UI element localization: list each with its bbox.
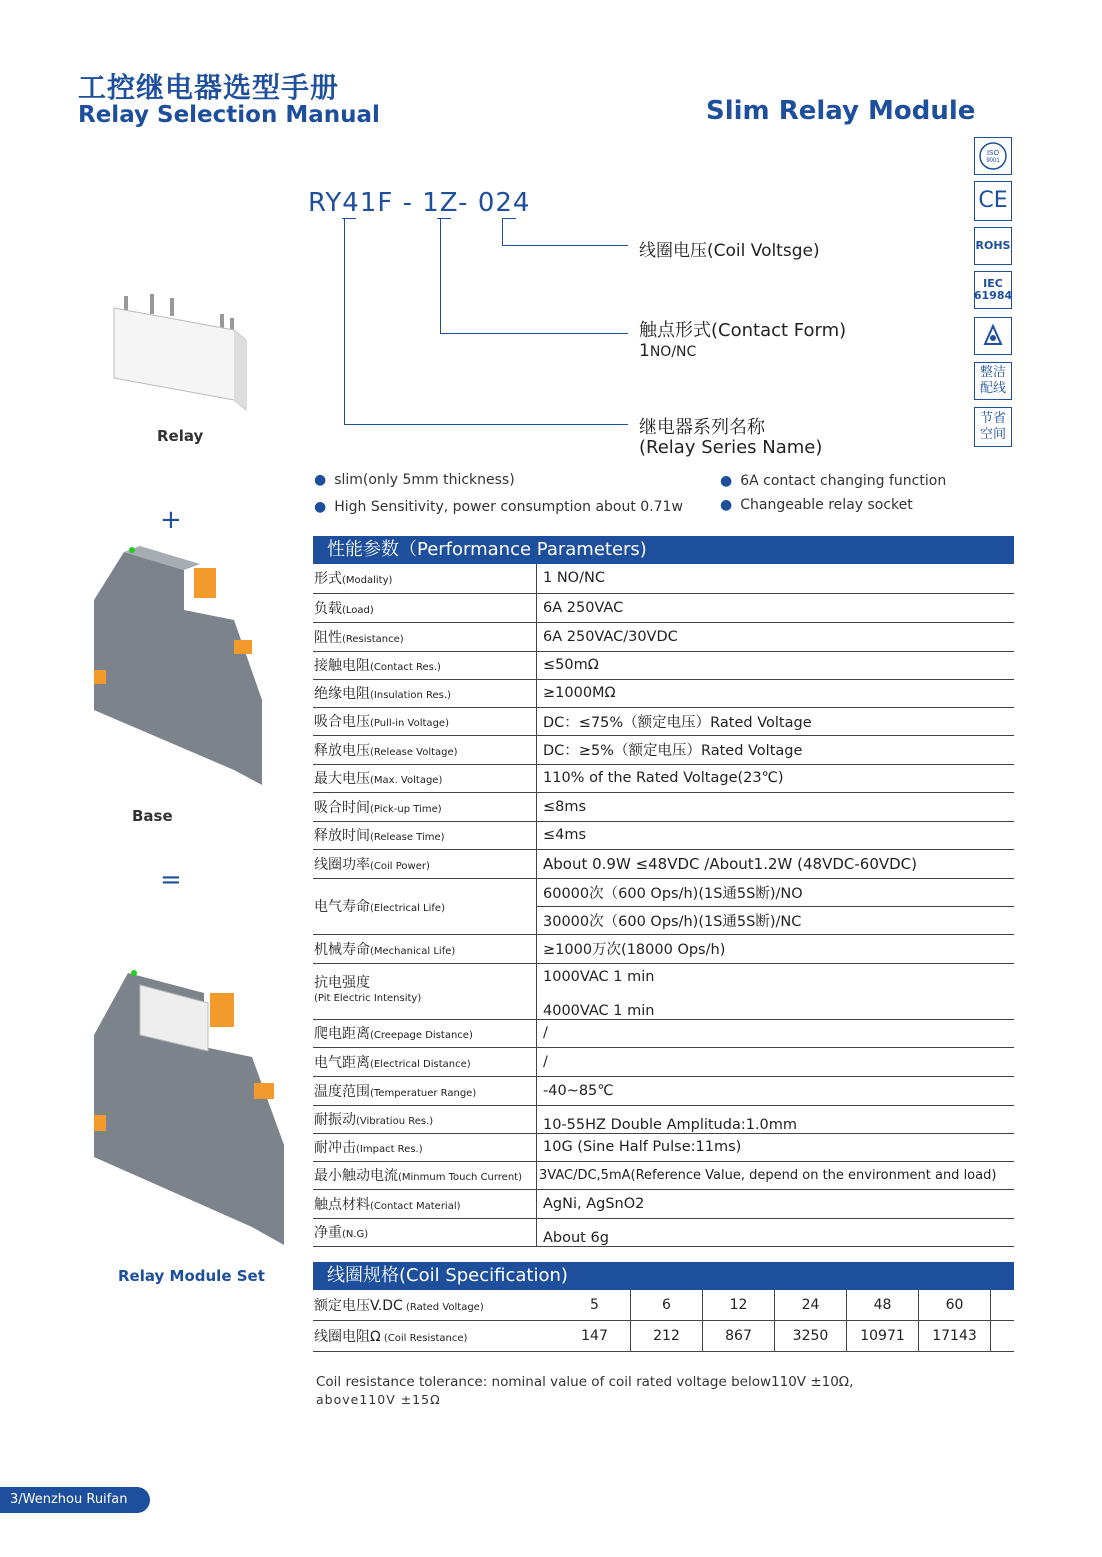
quality-icon — [974, 317, 1012, 355]
table-row: 线圈电阻Ω (Coil Resistance) 147 212 867 3250 10971 17143 — [313, 1321, 1014, 1352]
svg-text:9001: 9001 — [986, 158, 1000, 164]
series-name-en: (Relay Series Name) — [639, 437, 823, 458]
table-row: 净重(N.G) About 6g — [313, 1218, 1014, 1246]
base-image — [84, 540, 269, 790]
module-set-label: Relay Module Set — [118, 1267, 265, 1285]
table-row: 抗电强度 (Pit Electric Intensity) 1000VAC 1 min — [313, 963, 1014, 991]
table-row: 30000次（600 Ops/h)(1S通5S断)/NC — [313, 906, 1014, 934]
iec-icon: IEC 61984 — [974, 271, 1012, 309]
relay-label: Relay — [157, 427, 204, 445]
table-row: 耐冲击(Impact Res.) 10G (Sine Half Pulse:11ms) — [313, 1133, 1014, 1161]
coil-section-title: 线圈规格(Coil Specification) — [313, 1262, 1014, 1290]
table-row: 线圈功率(Coil Power) About 0.9W ≤48VDC /About1.2W (48VDC-60VDC) — [313, 849, 1014, 878]
feature-item: ● Changeable relay socket — [720, 497, 913, 513]
table-row: 电气距离(Electrical Distance) / — [313, 1047, 1014, 1076]
table-row: 电气寿命(Electrical Life) 60000次（600 Ops/h)(1S通5S断)/NO — [313, 878, 1014, 906]
performance-section-title: 性能参数（Performance Parameters) — [313, 536, 1014, 564]
table-row: 阻性(Resistance) 6A 250VAC/30VDC — [313, 622, 1014, 651]
product-line-title: Slim Relay Module — [706, 96, 976, 126]
table-row: 吸合电压(Pull-in Voltage) DC：≤75%（额定电压）Rated Voltage — [313, 707, 1014, 735]
table-row: 机械寿命(Mechanical Life) ≥1000万次(18000 Ops/h) — [313, 934, 1014, 963]
table-row: 耐振动(Vibratiou Res.) 10-55HZ Double Amplituda:1.0mm — [313, 1105, 1014, 1133]
table-row: 释放电压(Release Voltage) DC：≥5%（额定电压）Rated Voltage — [313, 735, 1014, 764]
table-row: 4000VAC 1 min — [313, 991, 1014, 1019]
space-saving-badge: 节省空间 — [974, 407, 1012, 447]
feature-item: ● High Sensitivity, power consumption about 0.71w — [314, 499, 683, 515]
page-footer: 3/Wenzhou Ruifan — [0, 1487, 150, 1513]
table-row: 吸合时间(Pick-up Time) ≤8ms — [313, 792, 1014, 821]
neat-wiring-badge: 整洁配线 — [974, 362, 1012, 400]
rohs-icon: ROHS — [974, 227, 1012, 265]
table-row: 额定电压V.DC (Rated Voltage) 5 6 12 24 48 60 — [313, 1290, 1014, 1321]
manual-title-cn: 工控继电器选型手册 — [78, 71, 340, 104]
feature-item: ● 6A contact changing function — [720, 473, 947, 489]
model-code: RY41F - 1Z- 024 — [308, 188, 531, 218]
manual-title-en: Relay Selection Manual — [78, 102, 380, 128]
table-row: 爬电距离(Creepage Distance) / — [313, 1019, 1014, 1047]
iso-9001-icon — [974, 137, 1012, 175]
table-row: 温度范围(Temperatuer Range) -40~85℃ — [313, 1076, 1014, 1105]
table-row: 负载(Load) 6A 250VAC — [313, 593, 1014, 622]
ce-icon: CE — [974, 181, 1012, 221]
table-row: 绝缘电阻(Insulation Res.) ≥1000MΩ — [313, 679, 1014, 707]
table-row: 最大电压(Max. Voltage) 110% of the Rated Voltage(23℃) — [313, 764, 1014, 792]
equals-sign: = — [160, 865, 182, 895]
table-row: 释放时间(Release Time) ≤4ms — [313, 821, 1014, 849]
table-row: 形式(Modality) 1 NO/NC — [313, 564, 1014, 593]
contact-form-value: 1NO/NC — [639, 341, 697, 361]
coil-tolerance-note: Coil resistance tolerance: nominal value of coil rated voltage below110V ±10Ω, above110V ±15Ω — [316, 1374, 854, 1407]
base-label: Base — [132, 807, 173, 825]
relay-module-set-image — [84, 965, 294, 1255]
table-row: 触点材料(Contact Material) AgNi, AgSnO2 — [313, 1189, 1014, 1218]
coil-voltage-annotation: 线圈电压(Coil Voltsge) — [639, 241, 820, 261]
svg-text:ISO: ISO — [986, 150, 1000, 157]
contact-form-annotation: 触点形式(Contact Form) — [639, 320, 847, 341]
performance-table — [313, 564, 1014, 1247]
relay-image — [110, 288, 250, 413]
coil-table — [313, 1290, 1014, 1352]
table-row: 接触电阻(Contact Res.) ≤50mΩ — [313, 651, 1014, 679]
plus-sign: + — [160, 505, 182, 535]
table-row: 最小触动电流(Minmum Touch Current) 3VAC/DC,5mA(Reference Value, depend on the environment and load) — [313, 1161, 1014, 1189]
series-name-cn: 继电器系列名称 — [639, 417, 765, 438]
feature-item: ● slim(only 5mm thickness) — [314, 472, 515, 488]
